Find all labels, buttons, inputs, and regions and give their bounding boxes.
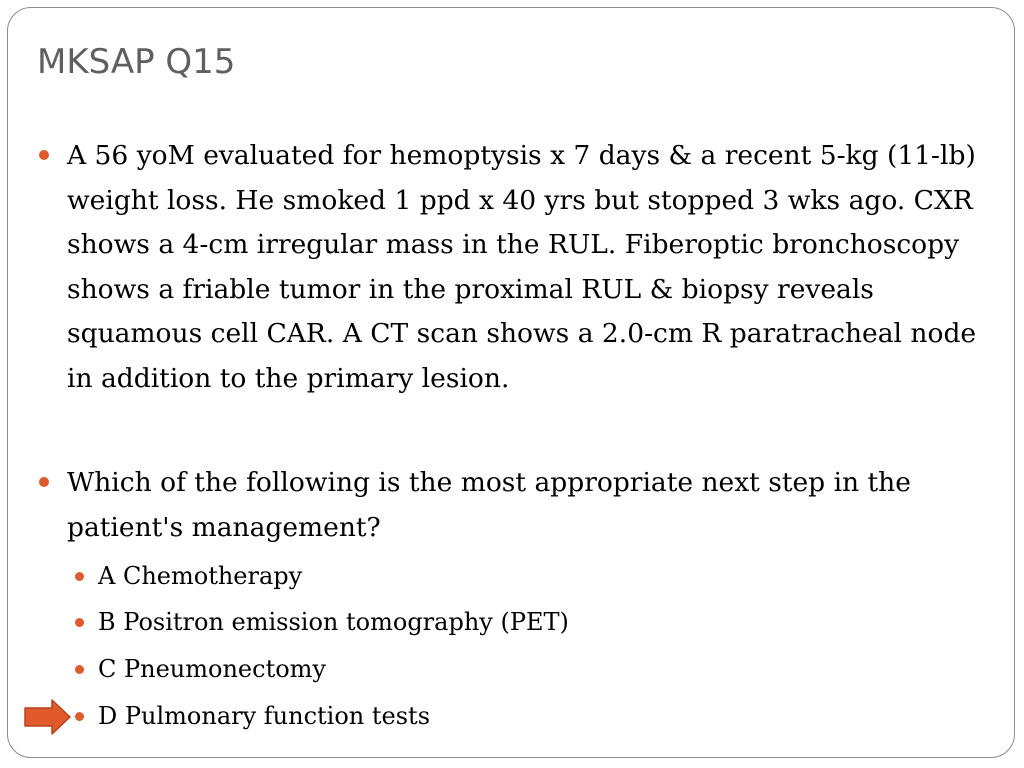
right-arrow-icon (24, 699, 72, 735)
option-d: D Pulmonary function tests (98, 700, 978, 732)
option-c: C Pneumonectomy (98, 653, 978, 685)
question-stem: A 56 yoM evaluated for hemoptysis x 7 days & a recent 5-kg (11-lb) weight loss. He smoked 1 ppd x 40 yrs but stopped 3 wks ago. CXR shows a 4-cm irregular mass in the RUL. Fiberoptic bronchoscopy shows a friable tumor in the proximal RUL & biopsy reveals squamous cell CAR. A CT scan shows a 2.0-cm R paratracheal node in addition to the primary lesion. (67, 134, 987, 401)
slide-title: MKSAP Q15 (37, 42, 236, 82)
question-prompt: Which of the following is the most appropriate next step in the patient's management? (67, 461, 987, 550)
option-b: B Positron emission tomography (PET) (98, 606, 978, 638)
option-a: A Chemotherapy (98, 560, 978, 592)
